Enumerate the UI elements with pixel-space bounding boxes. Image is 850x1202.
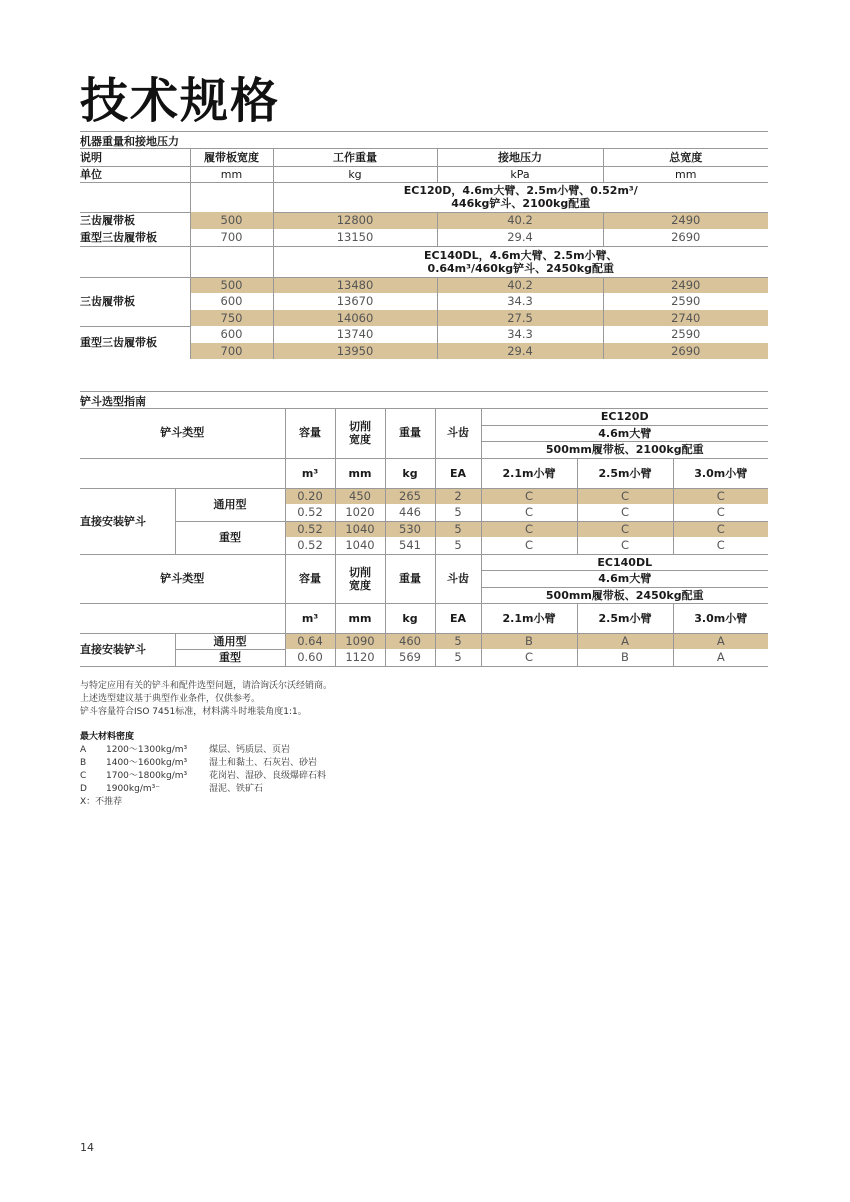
table-cell: C — [673, 488, 768, 504]
table-cell: 1040 — [335, 537, 385, 554]
table-cell: B — [481, 633, 577, 649]
general-purpose-label-2: 通用型 — [175, 633, 285, 649]
table-cell: C — [577, 504, 673, 521]
arm-3-0m: 3.0m小臂 — [673, 458, 768, 488]
table-cell: 27.5 — [437, 310, 603, 326]
table-cell: 13670 — [273, 293, 437, 310]
unit-kpa: kPa — [437, 166, 603, 182]
cut-width-header: 切削 宽度 — [335, 408, 385, 458]
unit-mm: mm — [190, 166, 273, 182]
table-cell: C — [481, 488, 577, 504]
table-cell: 0.52 — [285, 521, 335, 537]
unit-m3: m³ — [285, 603, 335, 633]
unit-ea: EA — [435, 458, 481, 488]
table-cell: A — [577, 633, 673, 649]
unit-mm: mm — [335, 603, 385, 633]
table-cell: 34.3 — [437, 326, 603, 343]
footnotes — [80, 680, 332, 719]
table-cell: 500 — [190, 277, 273, 293]
group-label-heavy-shoe: 重型三齿履带板 — [80, 326, 190, 359]
table-cell: 1020 — [335, 504, 385, 521]
unit-label: 单位 — [80, 166, 190, 182]
table-cell: A — [673, 649, 768, 666]
table-cell: C — [481, 649, 577, 666]
arm-2-5m: 2.5m小臂 — [577, 458, 673, 488]
table-cell: 13150 — [273, 229, 437, 246]
table-cell: 1120 — [335, 649, 385, 666]
cut-width-header-2: 切削 宽度 — [335, 554, 385, 603]
boom-ec120d: 4.6m大臂 — [481, 425, 768, 441]
table-cell: 0.20 — [285, 488, 335, 504]
model-ec140dl: EC140DL — [481, 554, 768, 570]
row-label-heavy-shoe: 重型三齿履带板 — [80, 229, 190, 246]
density-heading: 最大材料密度 — [80, 732, 135, 742]
table-cell: A — [673, 633, 768, 649]
table-cell: C — [577, 521, 673, 537]
unit-mm-width: mm — [603, 166, 768, 182]
table-cell: 0.60 — [285, 649, 335, 666]
density-row: D 1900kg/m³⁻ 湿泥、铁矿石 — [80, 784, 264, 794]
config-ec120d: EC120D，4.6m大臂、2.5m小臂、0.52m³/ 446kg铲斗、2100kg配重 — [273, 182, 768, 212]
table-cell: 530 — [385, 521, 435, 537]
table-cell: C — [481, 504, 577, 521]
table-cell: 750 — [190, 310, 273, 326]
table-cell: 460 — [385, 633, 435, 649]
table-cell: 40.2 — [437, 212, 603, 229]
table-cell: 5 — [435, 504, 481, 521]
capacity-header: 容量 — [285, 408, 335, 458]
table-cell: 265 — [385, 488, 435, 504]
arm-2-1m: 2.1m小臂 — [481, 603, 577, 633]
teeth-header: 斗齿 — [435, 408, 481, 458]
table-cell: 0.52 — [285, 504, 335, 521]
table-cell: 446 — [385, 504, 435, 521]
table-cell: B — [577, 649, 673, 666]
table-cell: 14060 — [273, 310, 437, 326]
general-purpose-label: 通用型 — [175, 488, 285, 521]
page-number: 14 — [80, 1141, 94, 1154]
table-cell: 569 — [385, 649, 435, 666]
table-cell: 2 — [435, 488, 481, 504]
table-cell: 29.4 — [437, 343, 603, 359]
group-label-triple-shoe: 三齿履带板 — [80, 277, 190, 326]
table-cell: 13740 — [273, 326, 437, 343]
table-cell: 0.64 — [285, 633, 335, 649]
unit-m3: m³ — [285, 458, 335, 488]
unit-kg: kg — [385, 458, 435, 488]
arm-3-0m: 3.0m小臂 — [673, 603, 768, 633]
row-label-triple-shoe: 三齿履带板 — [80, 214, 135, 228]
table-cell: C — [577, 537, 673, 554]
table-cell: 600 — [190, 293, 273, 310]
material-density-legend — [80, 731, 326, 809]
capacity-header-2: 容量 — [285, 554, 335, 603]
density-row: A 1200～1300kg/m³ 煤层、钙质层、页岩 — [80, 745, 291, 755]
table-cell: 5 — [435, 537, 481, 554]
arm-2-5m: 2.5m小臂 — [577, 603, 673, 633]
bucket-selection-table — [80, 408, 768, 667]
table-cell: 34.3 — [437, 293, 603, 310]
table-cell: 600 — [190, 326, 273, 343]
table-cell: 29.4 — [437, 229, 603, 246]
unit-kg: kg — [273, 166, 437, 182]
table-cell: 700 — [190, 229, 273, 246]
config-ec140dl: EC140DL，4.6m大臂、2.5m小臂、 0.64m³/460kg铲斗、2450kg配重 — [273, 246, 768, 277]
table-cell: 13950 — [273, 343, 437, 359]
table-cell: 2590 — [603, 326, 768, 343]
table-cell: 2490 — [603, 277, 768, 293]
weight-header: 重量 — [385, 408, 435, 458]
density-row: C 1700～1800kg/m³ 花岗岩、湿砂、良级爆碎石料 — [80, 771, 327, 781]
section-heading-weight: 机器重量和接地压力 — [80, 131, 768, 149]
table-cell: C — [673, 537, 768, 554]
unit-mm: mm — [335, 458, 385, 488]
table-cell: 5 — [435, 649, 481, 666]
table-cell: C — [577, 488, 673, 504]
table-cell: 2690 — [603, 343, 768, 359]
unit-ea: EA — [435, 603, 481, 633]
table-cell: 700 — [190, 343, 273, 359]
spec-ec120d: 500mm履带板、2100kg配重 — [481, 441, 768, 458]
header-overall-width: 总宽度 — [603, 149, 768, 166]
not-recommended-note: X：不推荐 — [80, 797, 123, 807]
table-cell: 2690 — [603, 229, 768, 246]
header-description: 说明 — [80, 149, 190, 166]
header-ground-pressure: 接地压力 — [437, 149, 603, 166]
table-cell: 2590 — [603, 293, 768, 310]
weight-header-2: 重量 — [385, 554, 435, 603]
table-cell: 500 — [190, 212, 273, 229]
spec-ec140dl: 500mm履带板、2450kg配重 — [481, 587, 768, 603]
note-line: 与特定应用有关的铲斗和配件选型问题，请洽询沃尔沃经销商。 — [80, 681, 333, 691]
arm-2-1m: 2.1m小臂 — [481, 458, 577, 488]
table-cell: 5 — [435, 633, 481, 649]
table-cell: 1090 — [335, 633, 385, 649]
table-cell: 450 — [335, 488, 385, 504]
model-ec120d: EC120D — [481, 408, 768, 425]
section-heading-bucket: 铲斗选型指南 — [80, 391, 768, 409]
table-cell: C — [481, 521, 577, 537]
table-cell: 13480 — [273, 277, 437, 293]
table-cell: 2490 — [603, 212, 768, 229]
table-cell: 5 — [435, 521, 481, 537]
page-title: 技术规格 — [80, 73, 281, 129]
direct-bucket-label: 直接安装铲斗 — [80, 488, 175, 554]
table-cell: 2740 — [603, 310, 768, 326]
note-line: 上述选型建议基于典型作业条件，仅供参考。 — [80, 694, 261, 704]
direct-bucket-label-2: 直接安装铲斗 — [80, 633, 175, 666]
heavy-duty-label: 重型 — [175, 521, 285, 554]
teeth-header-2: 斗齿 — [435, 554, 481, 603]
weight-pressure-table — [80, 149, 768, 359]
table-cell: C — [481, 537, 577, 554]
note-line: 铲斗容量符合ISO 7451标准，材料满斗时堆装角度1:1。 — [80, 707, 307, 717]
heavy-duty-label-2: 重型 — [175, 649, 285, 666]
table-cell: 1040 — [335, 521, 385, 537]
bucket-type-header-2: 铲斗类型 — [80, 554, 285, 603]
table-cell: C — [673, 521, 768, 537]
table-cell: 40.2 — [437, 277, 603, 293]
table-cell: 0.52 — [285, 537, 335, 554]
boom-ec140dl: 4.6m大臂 — [481, 570, 768, 587]
header-shoe-width: 履带板宽度 — [190, 149, 273, 166]
table-cell: C — [673, 504, 768, 521]
header-operating-weight: 工作重量 — [273, 149, 437, 166]
bucket-type-header: 铲斗类型 — [80, 408, 285, 458]
table-cell: 12800 — [273, 212, 437, 229]
unit-kg: kg — [385, 603, 435, 633]
table-cell: 541 — [385, 537, 435, 554]
density-row: B 1400～1600kg/m³ 湿土和黏土、石灰岩、砂岩 — [80, 758, 318, 768]
